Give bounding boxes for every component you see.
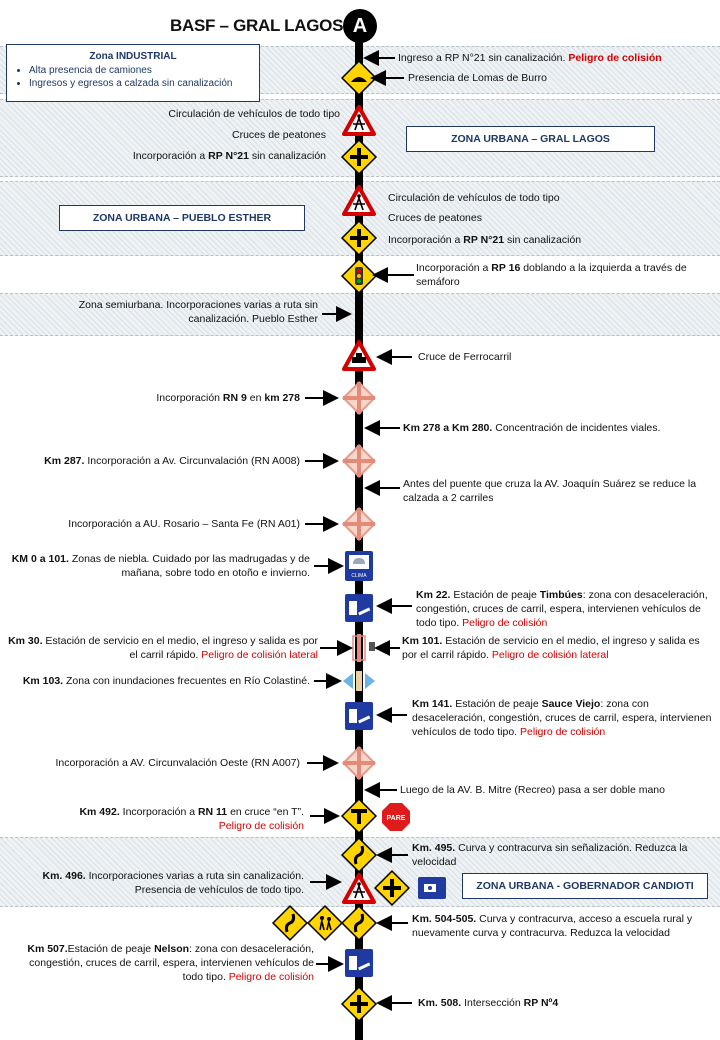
- crossroad-sign-icon: [342, 221, 376, 255]
- rn9-label: Incorporación RN 9 en km 278: [156, 392, 300, 404]
- km278-label: Km 278 a Km 280. Concentración de incidentes viales.: [403, 422, 661, 434]
- circunvalacion-oeste-label: Incorporación a AV. Circunvalación Oeste (RN A007): [55, 757, 300, 769]
- cruces-label: Cruces de peatones: [388, 212, 482, 224]
- km103-label: Km 103. Zona con inundaciones frecuentes en Río Colastiné.: [22, 675, 310, 687]
- service-station-icon: [353, 634, 365, 662]
- km496-label: Km. 496. Incorporaciones varias a ruta sin canalización. Presencia de vehículos de todo tipo.: [42, 870, 304, 896]
- zone-label-pueblo-esther: ZONA URBANA – PUEBLO ESTHER: [59, 205, 305, 231]
- mitre-label: Luego de la AV. B. Mitre (Recreo) pasa a ser doble mano: [400, 784, 665, 796]
- industrial-item: • Ingresos y egresos a calzada sin canalización: [29, 77, 259, 90]
- crossroad-sign-icon: [375, 871, 409, 905]
- incorporacion-rp21-label: Incorporación a RP N°21 sin canalización: [132, 150, 326, 162]
- curve-sign-icon: [342, 906, 376, 940]
- fuel-pump-icon: [369, 642, 375, 651]
- lomas-label: Presencia de Lomas de Burro: [408, 72, 547, 84]
- bridge-flood-icon: [343, 671, 375, 691]
- zone-label-candioti: ZONA URBANA - GOBERNADOR CANDIOTI: [462, 873, 708, 899]
- circulacion-label: Circulación de vehículos de todo tipo: [388, 192, 560, 204]
- ingreso-rp21-label: Ingreso a RP N°21 sin canalización. Peligro de colisión: [398, 52, 662, 64]
- semiurbana-label: Zona semiurbana. Incorporaciones varias a ruta sin canalización. Pueblo Esther: [78, 299, 318, 325]
- industrial-zone-title: Zona INDUSTRIAL: [89, 51, 177, 62]
- curve-sign-icon: [273, 906, 307, 940]
- km101-label: Km 101. Estación de servicio en el medio, el ingreso y salida es por el carril rápido. Peligro de colisión lateral: [402, 635, 700, 661]
- toll-sign-icon: [345, 594, 373, 622]
- junction-sign-icon: [343, 382, 375, 414]
- toll-sign-icon: [345, 702, 373, 730]
- start-marker: A: [343, 9, 377, 43]
- bump-sign-icon: [342, 61, 376, 95]
- ferrocarril-label: Cruce de Ferrocarril: [418, 351, 512, 363]
- stop-sign-label: PARE: [386, 815, 406, 822]
- pedestrian-warning-icon: [344, 187, 374, 214]
- toll-sign-icon: [345, 949, 373, 977]
- peaje-nelson-label: Km 507.Estación de peaje Nelson: zona con desaceleración, congestión, cruces de carril, espera, intervienen vehículos de todo tipo. Peligro de colisión: [27, 943, 314, 983]
- junction-sign-icon: [343, 747, 375, 779]
- cruces-label: Cruces de peatones: [232, 129, 326, 141]
- incorporacion-rp21-label: Incorporación a RP N°21 sin canalización: [388, 234, 582, 246]
- t-intersection-sign-icon: [342, 799, 376, 833]
- crossroad-sign-icon: [342, 987, 376, 1021]
- zone-label-gral-lagos: ZONA URBANA – GRAL LAGOS: [406, 126, 655, 152]
- puente-label: Antes del puente que cruza la AV. Joaquín Suárez se reduce la calzada a 2 carriles: [403, 478, 697, 504]
- niebla-label: KM 0 a 101. Zonas de niebla. Cuidado por las madrugadas y de mañana, sobre todo en otoño e invierno.: [11, 553, 310, 579]
- km30-label: Km 30. Estación de servicio en el medio, el ingreso y salida es por el carril rápido. Peligro de colisión lateral: [8, 635, 318, 661]
- km492-label: Km 492. Incorporación a RN 11 en cruce “en T”. Peligro de colisión: [79, 806, 304, 832]
- curve-sign-icon: [342, 838, 376, 872]
- traffic-light-sign-icon: [342, 259, 376, 293]
- railway-crossing-icon: [344, 342, 374, 369]
- junction-sign-icon: [343, 508, 375, 540]
- rp16-label: Incorporación a RP 16 doblando a la izquierda a través de semáforo: [416, 262, 687, 288]
- page-title: BASF – GRAL LAGOS: [170, 16, 344, 35]
- km287-label: Km 287. Incorporación a Av. Circunvalación (RN A008): [44, 455, 300, 467]
- peaje-sauce-label: Km 141. Estación de peaje Sauce Viejo: zona con desaceleración, congestión, cruces de carril, espera, intervienen vehículos de todo tipo. Peligro de colisión: [412, 698, 712, 738]
- weather-sign-label: CLIMA: [351, 573, 367, 579]
- crossroad-sign-icon: [342, 140, 376, 174]
- peaje-timbues-label: Km 22. Estación de peaje Timbúes: zona con desaceleración, congestión, cruces de carril, espera, intervienen vehículos de todo tipo. Peligro de colisión: [416, 589, 708, 629]
- au-rosario-label: Incorporación a AU. Rosario – Santa Fe (RN A01): [68, 518, 300, 530]
- pedestrian-warning-icon: [344, 107, 374, 134]
- km495-label: Km. 495. Curva y contracurva sin señalización. Reduzca la velocidad: [412, 842, 688, 868]
- school-sign-icon: [308, 906, 342, 940]
- junction-sign-icon: [343, 445, 375, 477]
- pedestrian-warning-icon: [344, 875, 374, 902]
- km504-label: Km. 504-505. Curva y contracurva, acceso a escuela rural y nuevamente curva y contracurva. Reduzca la velocidad: [412, 913, 693, 939]
- circulacion-label: Circulación de vehículos de todo tipo: [168, 108, 340, 120]
- km508-label: Km. 508. Intersección RP Nº4: [418, 997, 559, 1009]
- speed-camera-sign-icon: [418, 877, 446, 899]
- industrial-item: • Alta presencia de camiones: [29, 64, 259, 77]
